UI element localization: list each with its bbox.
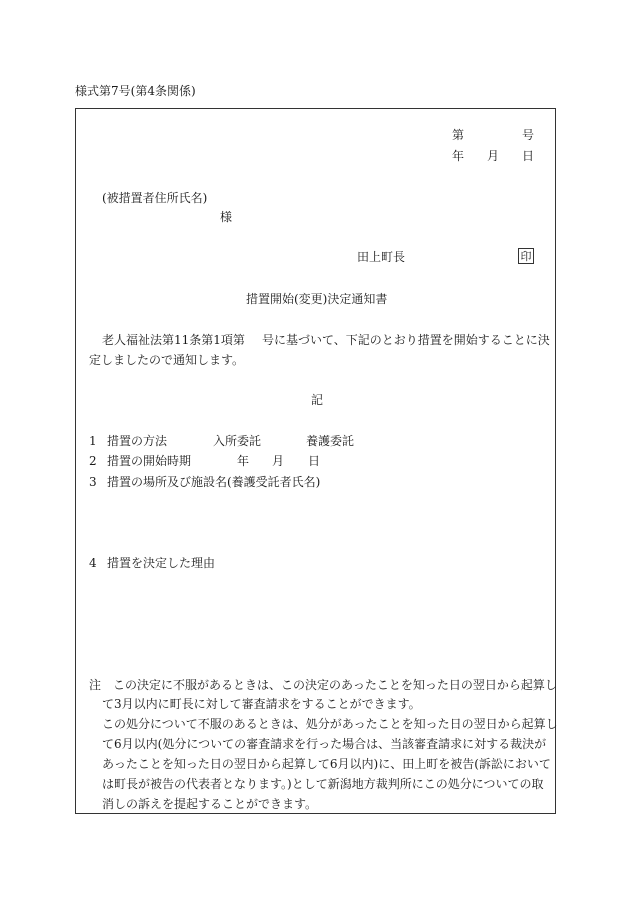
notes-line2: て3月以内に町長に対して審査請求をすることができます。	[102, 697, 421, 711]
item1-label: 措置の方法	[107, 434, 168, 448]
notes-line6: は町長が被告の代表者となります。)として新潟地方裁判所にこの処分についての取	[102, 777, 544, 791]
item2-number: 2	[89, 454, 97, 468]
body-line1-a: 老人福祉法第11条第1項第	[102, 333, 245, 347]
body-line2: 定しましたので通知します。	[89, 353, 245, 367]
date-year: 年	[452, 149, 465, 163]
addressee-honorific: 様	[220, 210, 233, 224]
notes-line7: 消しの訴えを提起することができます。	[102, 797, 318, 811]
document-title: 措置開始(変更)決定通知書	[246, 292, 388, 306]
item1-option-nyusho: 入所委託	[213, 434, 262, 448]
item4-number: 4	[89, 556, 97, 570]
seal-mark: 印	[518, 248, 534, 264]
item1-option-yogo: 養護委託	[306, 434, 355, 448]
notes-line5: あったことを知った日の翌日から起算して6月以内)に、田上町を被告(訴訟において	[102, 757, 551, 771]
item2-label: 措置の開始時期	[107, 454, 192, 468]
body-line1-b: 号に基づいて、下記のとおり措置を開始することに決	[262, 333, 550, 347]
ki-heading: 記	[311, 393, 324, 407]
date-day: 日	[522, 149, 535, 163]
item3-number: 3	[89, 475, 97, 489]
notes-line1: この決定に不服があるときは、この決定のあったことを知った日の翌日から起算し	[113, 678, 557, 692]
form-number-label: 様式第7号(第4条関係)	[75, 84, 196, 98]
notes-line3: この処分について不服のあるときは、処分があったことを知った日の翌日から起算し	[102, 717, 558, 731]
item2-day: 日	[308, 454, 321, 468]
item3-label: 措置の場所及び施設名(養護受託者氏名)	[107, 475, 321, 489]
doc-number-go: 号	[522, 128, 535, 142]
item4-label: 措置を決定した理由	[107, 556, 216, 570]
doc-number-dai: 第	[452, 128, 465, 142]
addressee-placeholder: (被措置者住所氏名)	[102, 191, 208, 205]
sender-name: 田上町長	[357, 250, 406, 264]
notes-prefix: 注	[89, 678, 102, 692]
item2-year: 年	[237, 454, 250, 468]
date-month: 月	[487, 149, 500, 163]
item2-month: 月	[272, 454, 285, 468]
notes-line4: て6月以内(処分についての審査請求を行った場合は、当該審査請求に対する裁決が	[102, 737, 547, 751]
item1-number: 1	[89, 434, 97, 448]
